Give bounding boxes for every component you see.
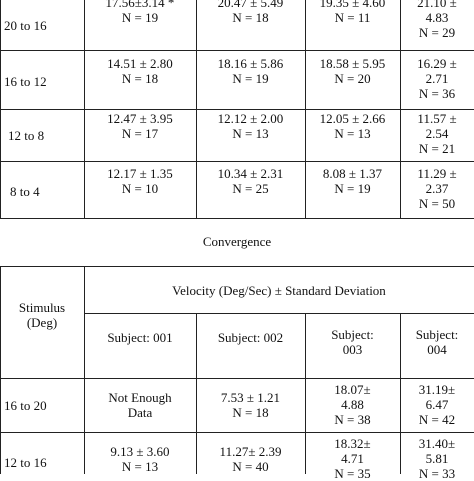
table-cell: 31.40± 5.81 N = 33 [418, 436, 456, 481]
table-cell: 12.12 ± 2.00 N = 13 [217, 111, 284, 141]
table-cell: 11.27± 2.39 N = 40 [219, 444, 282, 474]
table-cell: Not Enough Data [108, 390, 172, 420]
table-cell: 12.17 ± 1.35 N = 10 [107, 166, 173, 196]
table-cell: 21.10 ± 4.83 N = 29 [417, 0, 457, 40]
table-cell: 19.35 ± 4.60 N = 11 [319, 0, 386, 25]
row-stimulus-label: 12 to 8 [8, 128, 45, 143]
section-title: Convergence [202, 234, 272, 249]
row-stimulus-label: 16 to 20 [4, 398, 47, 413]
table-cell: 14.51 ± 2.80 N = 18 [107, 56, 173, 86]
row-stimulus-label: 20 to 16 [4, 18, 47, 33]
table-cell: 31.19± 6.47 N = 42 [418, 382, 456, 427]
table-cell: 12.05 ± 2.66 N = 13 [319, 111, 386, 141]
table-cell: 16.29 ± 2.71 N = 36 [417, 56, 457, 101]
table-cell: 7.53 ± 1.21 N = 18 [220, 390, 281, 420]
table-cell: 11.29 ± 2.37 N = 50 [417, 166, 457, 211]
table-cell: 18.07± 4.88 N = 38 [334, 382, 371, 427]
table-cell: 9.13 ± 3.60 N = 13 [110, 444, 170, 474]
table-cell: 11.57 ± 2.54 N = 21 [417, 111, 457, 156]
table-cell: 18.32± 4.71 N = 35 [334, 436, 371, 481]
table-cell: 20.47 ± 5.49 N = 18 [217, 0, 284, 25]
table-cell: 12.47 ± 3.95 N = 17 [107, 111, 173, 141]
velocity-header: Velocity (Deg/Sec) ± Standard Deviation [172, 283, 386, 298]
table-cell: 10.34 ± 2.31 N = 25 [217, 166, 284, 196]
table-cell: 18.16 ± 5.86 N = 19 [217, 56, 284, 86]
row-stimulus-label: 8 to 4 [10, 184, 40, 199]
subject-header: Subject: 001 [107, 330, 173, 345]
row-stimulus-label: 12 to 16 [4, 455, 47, 470]
subject-header: Subject: 003 [331, 327, 374, 357]
table-cell: 17.56±3.14 * N = 19 [105, 0, 175, 25]
table-cell: 18.58 ± 5.95 N = 20 [319, 56, 386, 86]
subject-header: Subject: 004 [415, 327, 459, 357]
row-stimulus-label: 16 to 12 [4, 74, 47, 89]
table-cell: 8.08 ± 1.37 N = 19 [322, 166, 383, 196]
stimulus-header: Stimulus (Deg) [18, 300, 66, 330]
subject-header: Subject: 002 [217, 330, 284, 345]
